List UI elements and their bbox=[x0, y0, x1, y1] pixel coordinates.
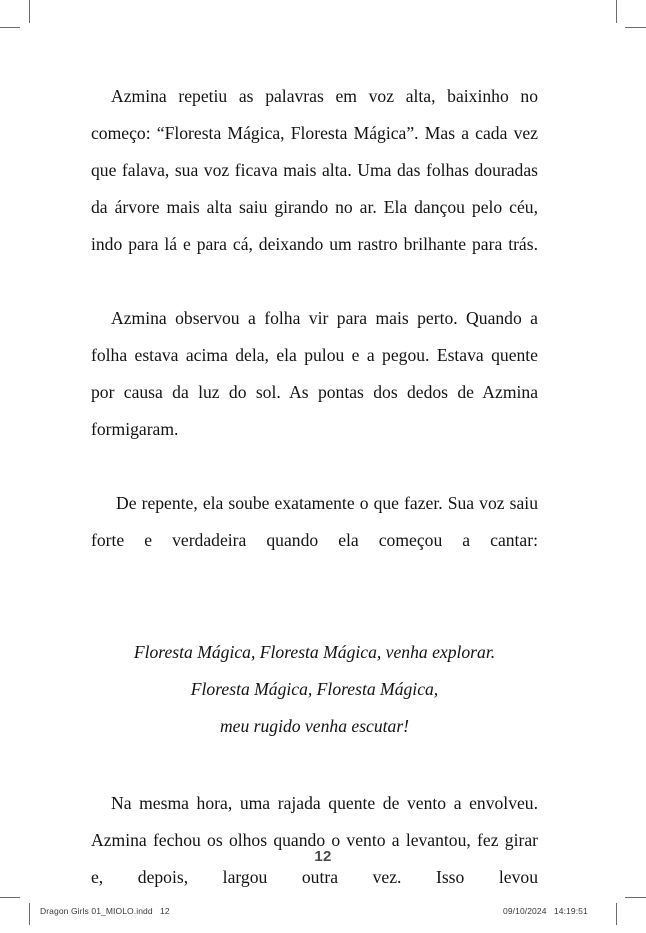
crop-mark-bottom-left-vertical bbox=[29, 903, 30, 925]
crop-mark-top-right-horizontal bbox=[625, 27, 646, 28]
verse-line: Floresta Mágica, Floresta Mágica, venha explorar. bbox=[133, 642, 496, 662]
crop-mark-top-left-vertical bbox=[29, 0, 30, 23]
page-number: 12 bbox=[314, 848, 332, 865]
crop-mark-top-right-vertical bbox=[616, 0, 617, 23]
crop-mark-top-left-horizontal bbox=[0, 27, 20, 28]
crop-mark-bottom-left-horizontal bbox=[0, 897, 20, 898]
slug-timestamp: 09/10/2024 14:19:51 bbox=[503, 906, 588, 916]
slug-filename: Dragon Girls 01_MIOLO.indd 12 bbox=[40, 906, 170, 916]
page-text-column bbox=[91, 78, 538, 933]
crop-mark-bottom-right-vertical bbox=[616, 903, 617, 925]
body-paragraph: Azmina repetiu as palavras em voz alta, baixinho no começo: “Floresta Mágica, Floresta Mágica”. Mas a cada vez que falava, sua voz ficava mais alta. Uma das folhas douradas da árvore mais alta saiu girando no ar. Ela dançou pelo céu, indo para lá e para cá, deixando um rastro brilhante para trás. bbox=[91, 86, 538, 254]
song-verse-block bbox=[91, 596, 538, 785]
body-paragraph: Azmina observou a folha vir para mais perto. Quando a folha estava acima dela, ela pulou e a pegou. Estava quente por causa da luz do sol. As pontas dos dedos de Azmina formigaram. bbox=[91, 308, 538, 439]
verse-line: Floresta Mágica, Floresta Mágica, bbox=[190, 679, 439, 699]
body-paragraph: De repente, ela soube exatamente o que fazer. Sua voz saiu forte e verdadeira quando ela começou a cantar: bbox=[91, 493, 538, 550]
body-paragraph: Na mesma hora, uma rajada quente de vento a envolveu. Azmina fechou os olhos quando o vento a levantou, fez girar e, depois, largou outra vez. Isso levou bbox=[91, 793, 538, 887]
verse-line: meu rugido venha escutar! bbox=[219, 716, 410, 736]
crop-mark-bottom-right-horizontal bbox=[625, 897, 646, 898]
